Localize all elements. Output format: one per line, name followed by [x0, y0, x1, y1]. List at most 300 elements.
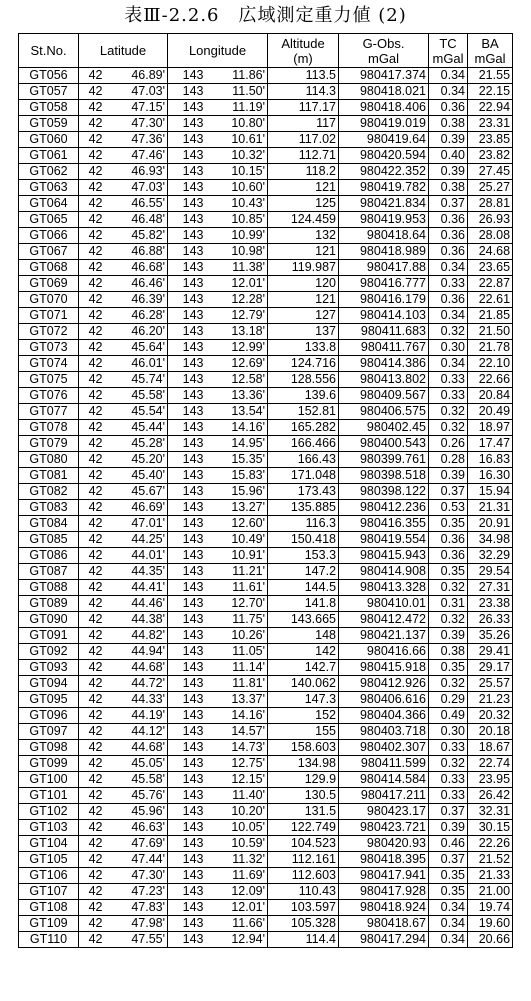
- longitude-min-cell: 15.96': [205, 484, 268, 500]
- table-row: [19, 596, 513, 612]
- table-row: [19, 244, 513, 260]
- longitude-min-cell: 12.01': [205, 276, 268, 292]
- gobs-cell: 980417.374: [339, 68, 429, 84]
- longitude-min-cell: 12.60': [205, 516, 268, 532]
- latitude-min-cell: 47.23': [104, 884, 168, 900]
- latitude-deg-cell: 42: [79, 916, 104, 932]
- ba-cell: 20.84: [468, 388, 513, 404]
- longitude-min-cell: 10.05': [205, 820, 268, 836]
- longitude-deg-cell: 143: [168, 612, 205, 628]
- gobs-cell: 980418.67: [339, 916, 429, 932]
- table-row: [19, 100, 513, 116]
- latitude-deg-cell: 42: [79, 580, 104, 596]
- station-cell: GT087: [19, 564, 79, 580]
- tc-cell: 0.33: [429, 772, 468, 788]
- table-row: [19, 180, 513, 196]
- longitude-min-cell: 15.35': [205, 452, 268, 468]
- station-cell: GT063: [19, 180, 79, 196]
- tc-cell: 0.36: [429, 228, 468, 244]
- altitude-cell: 117: [268, 116, 339, 132]
- gobs-cell: 980421.137: [339, 628, 429, 644]
- longitude-min-cell: 11.38': [205, 260, 268, 276]
- gobs-cell: 980416.355: [339, 516, 429, 532]
- station-cell: GT096: [19, 708, 79, 724]
- table-row: [19, 196, 513, 212]
- latitude-min-cell: 47.03': [104, 180, 168, 196]
- longitude-min-cell: 10.43': [205, 196, 268, 212]
- latitude-min-cell: 47.36': [104, 132, 168, 148]
- longitude-deg-cell: 143: [168, 244, 205, 260]
- station-cell: GT110: [19, 932, 79, 948]
- ba-cell: 29.17: [468, 660, 513, 676]
- latitude-deg-cell: 42: [79, 724, 104, 740]
- gobs-cell: 980411.683: [339, 324, 429, 340]
- longitude-deg-cell: 143: [168, 292, 205, 308]
- station-cell: GT057: [19, 84, 79, 100]
- longitude-deg-cell: 143: [168, 836, 205, 852]
- tc-cell: 0.38: [429, 644, 468, 660]
- longitude-min-cell: 13.27': [205, 500, 268, 516]
- ba-cell: 21.78: [468, 340, 513, 356]
- latitude-min-cell: 45.44': [104, 420, 168, 436]
- gobs-cell: 980411.599: [339, 756, 429, 772]
- gravity-table: [18, 33, 513, 948]
- station-cell: GT085: [19, 532, 79, 548]
- latitude-deg-cell: 42: [79, 340, 104, 356]
- longitude-min-cell: 13.54': [205, 404, 268, 420]
- latitude-min-cell: 45.20': [104, 452, 168, 468]
- ba-cell: 26.33: [468, 612, 513, 628]
- tc-cell: 0.33: [429, 388, 468, 404]
- tc-cell: 0.30: [429, 340, 468, 356]
- longitude-min-cell: 10.99': [205, 228, 268, 244]
- ba-cell: 22.26: [468, 836, 513, 852]
- latitude-min-cell: 46.28': [104, 308, 168, 324]
- ba-cell: 21.52: [468, 852, 513, 868]
- longitude-deg-cell: 143: [168, 628, 205, 644]
- longitude-deg-cell: 143: [168, 564, 205, 580]
- altitude-cell: 128.556: [268, 372, 339, 388]
- tc-cell: 0.39: [429, 820, 468, 836]
- latitude-min-cell: 47.55': [104, 932, 168, 948]
- latitude-min-cell: 45.58': [104, 772, 168, 788]
- table-row: [19, 564, 513, 580]
- longitude-deg-cell: 143: [168, 596, 205, 612]
- gobs-cell: 980398.122: [339, 484, 429, 500]
- longitude-deg-cell: 143: [168, 916, 205, 932]
- longitude-min-cell: 14.16': [205, 708, 268, 724]
- longitude-min-cell: 10.85': [205, 212, 268, 228]
- latitude-deg-cell: 42: [79, 260, 104, 276]
- station-cell: GT086: [19, 548, 79, 564]
- latitude-min-cell: 46.48': [104, 212, 168, 228]
- station-cell: GT081: [19, 468, 79, 484]
- gobs-cell: 980418.406: [339, 100, 429, 116]
- altitude-cell: 124.716: [268, 356, 339, 372]
- latitude-deg-cell: 42: [79, 756, 104, 772]
- altitude-cell: 150.418: [268, 532, 339, 548]
- gobs-cell: 980410.01: [339, 596, 429, 612]
- latitude-deg-cell: 42: [79, 788, 104, 804]
- tc-cell: 0.37: [429, 804, 468, 820]
- altitude-cell: 119.987: [268, 260, 339, 276]
- latitude-min-cell: 46.39': [104, 292, 168, 308]
- longitude-min-cell: 14.16': [205, 420, 268, 436]
- ba-cell: 35.26: [468, 628, 513, 644]
- ba-cell: 21.50: [468, 324, 513, 340]
- latitude-deg-cell: 42: [79, 372, 104, 388]
- station-cell: GT104: [19, 836, 79, 852]
- ba-cell: 22.94: [468, 100, 513, 116]
- longitude-deg-cell: 143: [168, 660, 205, 676]
- altitude-cell: 173.43: [268, 484, 339, 500]
- altitude-cell: 133.8: [268, 340, 339, 356]
- tc-cell: 0.34: [429, 308, 468, 324]
- longitude-deg-cell: 143: [168, 756, 205, 772]
- table-row: [19, 260, 513, 276]
- tc-cell: 0.33: [429, 372, 468, 388]
- gobs-cell: 980398.518: [339, 468, 429, 484]
- station-cell: GT062: [19, 164, 79, 180]
- tc-cell: 0.30: [429, 724, 468, 740]
- longitude-min-cell: 13.36': [205, 388, 268, 404]
- table-row: [19, 324, 513, 340]
- gobs-cell: 980399.761: [339, 452, 429, 468]
- altitude-cell: 114.3: [268, 84, 339, 100]
- longitude-min-cell: 12.09': [205, 884, 268, 900]
- table-row: [19, 116, 513, 132]
- latitude-min-cell: 44.12': [104, 724, 168, 740]
- table-row: [19, 756, 513, 772]
- longitude-deg-cell: 143: [168, 676, 205, 692]
- ba-cell: 21.33: [468, 868, 513, 884]
- latitude-min-cell: 45.05': [104, 756, 168, 772]
- longitude-deg-cell: 143: [168, 772, 205, 788]
- longitude-deg-cell: 143: [168, 324, 205, 340]
- altitude-cell: 127: [268, 308, 339, 324]
- tc-cell: 0.34: [429, 356, 468, 372]
- longitude-deg-cell: 143: [168, 116, 205, 132]
- table-row: [19, 132, 513, 148]
- station-cell: GT082: [19, 484, 79, 500]
- altitude-cell: 122.749: [268, 820, 339, 836]
- latitude-min-cell: 45.96': [104, 804, 168, 820]
- latitude-min-cell: 47.30': [104, 868, 168, 884]
- table-row: [19, 500, 513, 516]
- table-row: [19, 692, 513, 708]
- ba-cell: 29.41: [468, 644, 513, 660]
- altitude-cell: 124.459: [268, 212, 339, 228]
- latitude-min-cell: 44.25': [104, 532, 168, 548]
- ba-cell: 26.93: [468, 212, 513, 228]
- longitude-min-cell: 11.21': [205, 564, 268, 580]
- table-row: [19, 884, 513, 900]
- latitude-min-cell: 46.69': [104, 500, 168, 516]
- station-cell: GT065: [19, 212, 79, 228]
- latitude-deg-cell: 42: [79, 388, 104, 404]
- longitude-min-cell: 12.28': [205, 292, 268, 308]
- ba-cell: 26.42: [468, 788, 513, 804]
- longitude-min-cell: 15.83': [205, 468, 268, 484]
- station-cell: GT101: [19, 788, 79, 804]
- longitude-deg-cell: 143: [168, 548, 205, 564]
- latitude-min-cell: 44.01': [104, 548, 168, 564]
- gobs-cell: 980416.179: [339, 292, 429, 308]
- table-row: [19, 628, 513, 644]
- ba-cell: 28.08: [468, 228, 513, 244]
- tc-cell: 0.39: [429, 164, 468, 180]
- station-cell: GT059: [19, 116, 79, 132]
- table-row: [19, 276, 513, 292]
- table-row: [19, 916, 513, 932]
- altitude-cell: 152: [268, 708, 339, 724]
- latitude-min-cell: 44.41': [104, 580, 168, 596]
- latitude-min-cell: 44.19': [104, 708, 168, 724]
- gobs-cell: 980414.584: [339, 772, 429, 788]
- gobs-cell: 980417.211: [339, 788, 429, 804]
- longitude-min-cell: 11.75': [205, 612, 268, 628]
- table-row: [19, 836, 513, 852]
- latitude-deg-cell: 42: [79, 292, 104, 308]
- latitude-deg-cell: 42: [79, 244, 104, 260]
- latitude-min-cell: 46.93': [104, 164, 168, 180]
- station-cell: GT091: [19, 628, 79, 644]
- altitude-cell: 114.4: [268, 932, 339, 948]
- station-cell: GT069: [19, 276, 79, 292]
- latitude-min-cell: 46.88': [104, 244, 168, 260]
- station-cell: GT105: [19, 852, 79, 868]
- altitude-cell: 110.43: [268, 884, 339, 900]
- latitude-min-cell: 47.30': [104, 116, 168, 132]
- latitude-deg-cell: 42: [79, 84, 104, 100]
- gobs-cell: 980403.718: [339, 724, 429, 740]
- latitude-min-cell: 45.28': [104, 436, 168, 452]
- station-cell: GT061: [19, 148, 79, 164]
- station-cell: GT102: [19, 804, 79, 820]
- table-row: [19, 436, 513, 452]
- longitude-deg-cell: 143: [168, 132, 205, 148]
- gobs-cell: 980419.019: [339, 116, 429, 132]
- tc-cell: 0.29: [429, 692, 468, 708]
- altitude-cell: 166.43: [268, 452, 339, 468]
- altitude-cell: 132: [268, 228, 339, 244]
- longitude-min-cell: 12.99': [205, 340, 268, 356]
- tc-cell: 0.36: [429, 244, 468, 260]
- longitude-min-cell: 10.61': [205, 132, 268, 148]
- altitude-cell: 139.6: [268, 388, 339, 404]
- tc-cell: 0.35: [429, 884, 468, 900]
- ba-cell: 20.49: [468, 404, 513, 420]
- longitude-deg-cell: 143: [168, 868, 205, 884]
- station-cell: GT084: [19, 516, 79, 532]
- tc-cell: 0.34: [429, 932, 468, 948]
- ba-cell: 19.74: [468, 900, 513, 916]
- longitude-deg-cell: 143: [168, 84, 205, 100]
- longitude-min-cell: 10.49': [205, 532, 268, 548]
- longitude-deg-cell: 143: [168, 164, 205, 180]
- station-cell: GT083: [19, 500, 79, 516]
- station-cell: GT071: [19, 308, 79, 324]
- altitude-cell: 147.2: [268, 564, 339, 580]
- gobs-cell: 980417.294: [339, 932, 429, 948]
- latitude-deg-cell: 42: [79, 804, 104, 820]
- altitude-cell: 155: [268, 724, 339, 740]
- header-gobs-unit: mGal: [367, 50, 400, 66]
- latitude-deg-cell: 42: [79, 404, 104, 420]
- gobs-cell: 980419.953: [339, 212, 429, 228]
- latitude-min-cell: 44.38': [104, 612, 168, 628]
- longitude-min-cell: 12.70': [205, 596, 268, 612]
- station-cell: GT072: [19, 324, 79, 340]
- gobs-cell: 980415.943: [339, 548, 429, 564]
- station-cell: GT068: [19, 260, 79, 276]
- longitude-min-cell: 14.73': [205, 740, 268, 756]
- longitude-deg-cell: 143: [168, 900, 205, 916]
- longitude-min-cell: 10.32': [205, 148, 268, 164]
- longitude-deg-cell: 143: [168, 708, 205, 724]
- gobs-cell: 980418.395: [339, 852, 429, 868]
- latitude-min-cell: 46.55': [104, 196, 168, 212]
- longitude-min-cell: 10.98': [205, 244, 268, 260]
- altitude-cell: 165.282: [268, 420, 339, 436]
- gobs-cell: 980413.328: [339, 580, 429, 596]
- longitude-deg-cell: 143: [168, 804, 205, 820]
- gobs-cell: 980418.021: [339, 84, 429, 100]
- ba-cell: 32.29: [468, 548, 513, 564]
- latitude-min-cell: 47.03': [104, 84, 168, 100]
- station-cell: GT098: [19, 740, 79, 756]
- header-longitude: Longitude: [168, 34, 268, 68]
- longitude-deg-cell: 143: [168, 532, 205, 548]
- latitude-deg-cell: 42: [79, 308, 104, 324]
- header-gobs-label: G-Obs.: [362, 35, 405, 51]
- tc-cell: 0.38: [429, 180, 468, 196]
- altitude-cell: 142.7: [268, 660, 339, 676]
- latitude-min-cell: 47.83': [104, 900, 168, 916]
- gobs-cell: 980411.767: [339, 340, 429, 356]
- station-cell: GT056: [19, 68, 79, 84]
- table-row: [19, 708, 513, 724]
- longitude-deg-cell: 143: [168, 276, 205, 292]
- table-row: [19, 772, 513, 788]
- latitude-deg-cell: 42: [79, 468, 104, 484]
- latitude-deg-cell: 42: [79, 612, 104, 628]
- latitude-deg-cell: 42: [79, 436, 104, 452]
- longitude-min-cell: 12.15': [205, 772, 268, 788]
- gobs-cell: 980416.777: [339, 276, 429, 292]
- gobs-cell: 980412.236: [339, 500, 429, 516]
- longitude-deg-cell: 143: [168, 388, 205, 404]
- table-row: [19, 308, 513, 324]
- longitude-min-cell: 11.86': [205, 68, 268, 84]
- latitude-min-cell: 44.35': [104, 564, 168, 580]
- altitude-cell: 135.885: [268, 500, 339, 516]
- longitude-deg-cell: 143: [168, 884, 205, 900]
- ba-cell: 19.60: [468, 916, 513, 932]
- gobs-cell: 980423.721: [339, 820, 429, 836]
- ba-cell: 23.31: [468, 116, 513, 132]
- gobs-cell: 980400.543: [339, 436, 429, 452]
- ba-cell: 22.66: [468, 372, 513, 388]
- latitude-deg-cell: 42: [79, 212, 104, 228]
- altitude-cell: 112.71: [268, 148, 339, 164]
- ba-cell: 25.57: [468, 676, 513, 692]
- tc-cell: 0.37: [429, 852, 468, 868]
- latitude-min-cell: 46.01': [104, 356, 168, 372]
- table-title: 表Ⅲ-2.2.6 広域測定重力値 (2): [124, 5, 407, 26]
- ba-cell: 20.66: [468, 932, 513, 948]
- ba-cell: 22.87: [468, 276, 513, 292]
- latitude-min-cell: 47.69': [104, 836, 168, 852]
- gobs-cell: 980412.472: [339, 612, 429, 628]
- gobs-cell: 980417.88: [339, 260, 429, 276]
- header-ba-label: BA: [481, 35, 499, 51]
- altitude-cell: 117.17: [268, 100, 339, 116]
- tc-cell: 0.33: [429, 740, 468, 756]
- altitude-cell: 140.062: [268, 676, 339, 692]
- gobs-cell: 980422.352: [339, 164, 429, 180]
- ba-cell: 23.65: [468, 260, 513, 276]
- ba-cell: 21.55: [468, 68, 513, 84]
- altitude-cell: 152.81: [268, 404, 339, 420]
- longitude-deg-cell: 143: [168, 788, 205, 804]
- tc-cell: 0.35: [429, 516, 468, 532]
- latitude-deg-cell: 42: [79, 868, 104, 884]
- longitude-deg-cell: 143: [168, 932, 205, 948]
- longitude-min-cell: 11.14': [205, 660, 268, 676]
- longitude-min-cell: 11.61': [205, 580, 268, 596]
- longitude-deg-cell: 143: [168, 420, 205, 436]
- gobs-cell: 980409.567: [339, 388, 429, 404]
- gobs-cell: 980414.386: [339, 356, 429, 372]
- latitude-min-cell: 45.40': [104, 468, 168, 484]
- latitude-deg-cell: 42: [79, 100, 104, 116]
- longitude-min-cell: 12.58': [205, 372, 268, 388]
- longitude-deg-cell: 143: [168, 228, 205, 244]
- header-altitude-unit: (m): [293, 50, 313, 66]
- longitude-deg-cell: 143: [168, 484, 205, 500]
- latitude-deg-cell: 42: [79, 692, 104, 708]
- header-tc: [429, 34, 468, 68]
- gobs-cell: 980414.103: [339, 308, 429, 324]
- ba-cell: 23.38: [468, 596, 513, 612]
- tc-cell: 0.36: [429, 212, 468, 228]
- gobs-cell: 980406.616: [339, 692, 429, 708]
- table-row: [19, 900, 513, 916]
- longitude-deg-cell: 143: [168, 372, 205, 388]
- table-row: [19, 68, 513, 84]
- longitude-min-cell: 10.59': [205, 836, 268, 852]
- header-row: [19, 34, 513, 68]
- altitude-cell: 171.048: [268, 468, 339, 484]
- altitude-cell: 144.5: [268, 580, 339, 596]
- table-row: [19, 388, 513, 404]
- table-row: [19, 484, 513, 500]
- tc-cell: 0.33: [429, 788, 468, 804]
- gobs-cell: 980404.366: [339, 708, 429, 724]
- latitude-deg-cell: 42: [79, 708, 104, 724]
- table-row: [19, 868, 513, 884]
- longitude-deg-cell: 143: [168, 436, 205, 452]
- ba-cell: 23.95: [468, 772, 513, 788]
- longitude-deg-cell: 143: [168, 692, 205, 708]
- altitude-cell: 116.3: [268, 516, 339, 532]
- station-cell: GT075: [19, 372, 79, 388]
- latitude-deg-cell: 42: [79, 820, 104, 836]
- tc-cell: 0.31: [429, 596, 468, 612]
- station-cell: GT092: [19, 644, 79, 660]
- longitude-deg-cell: 143: [168, 260, 205, 276]
